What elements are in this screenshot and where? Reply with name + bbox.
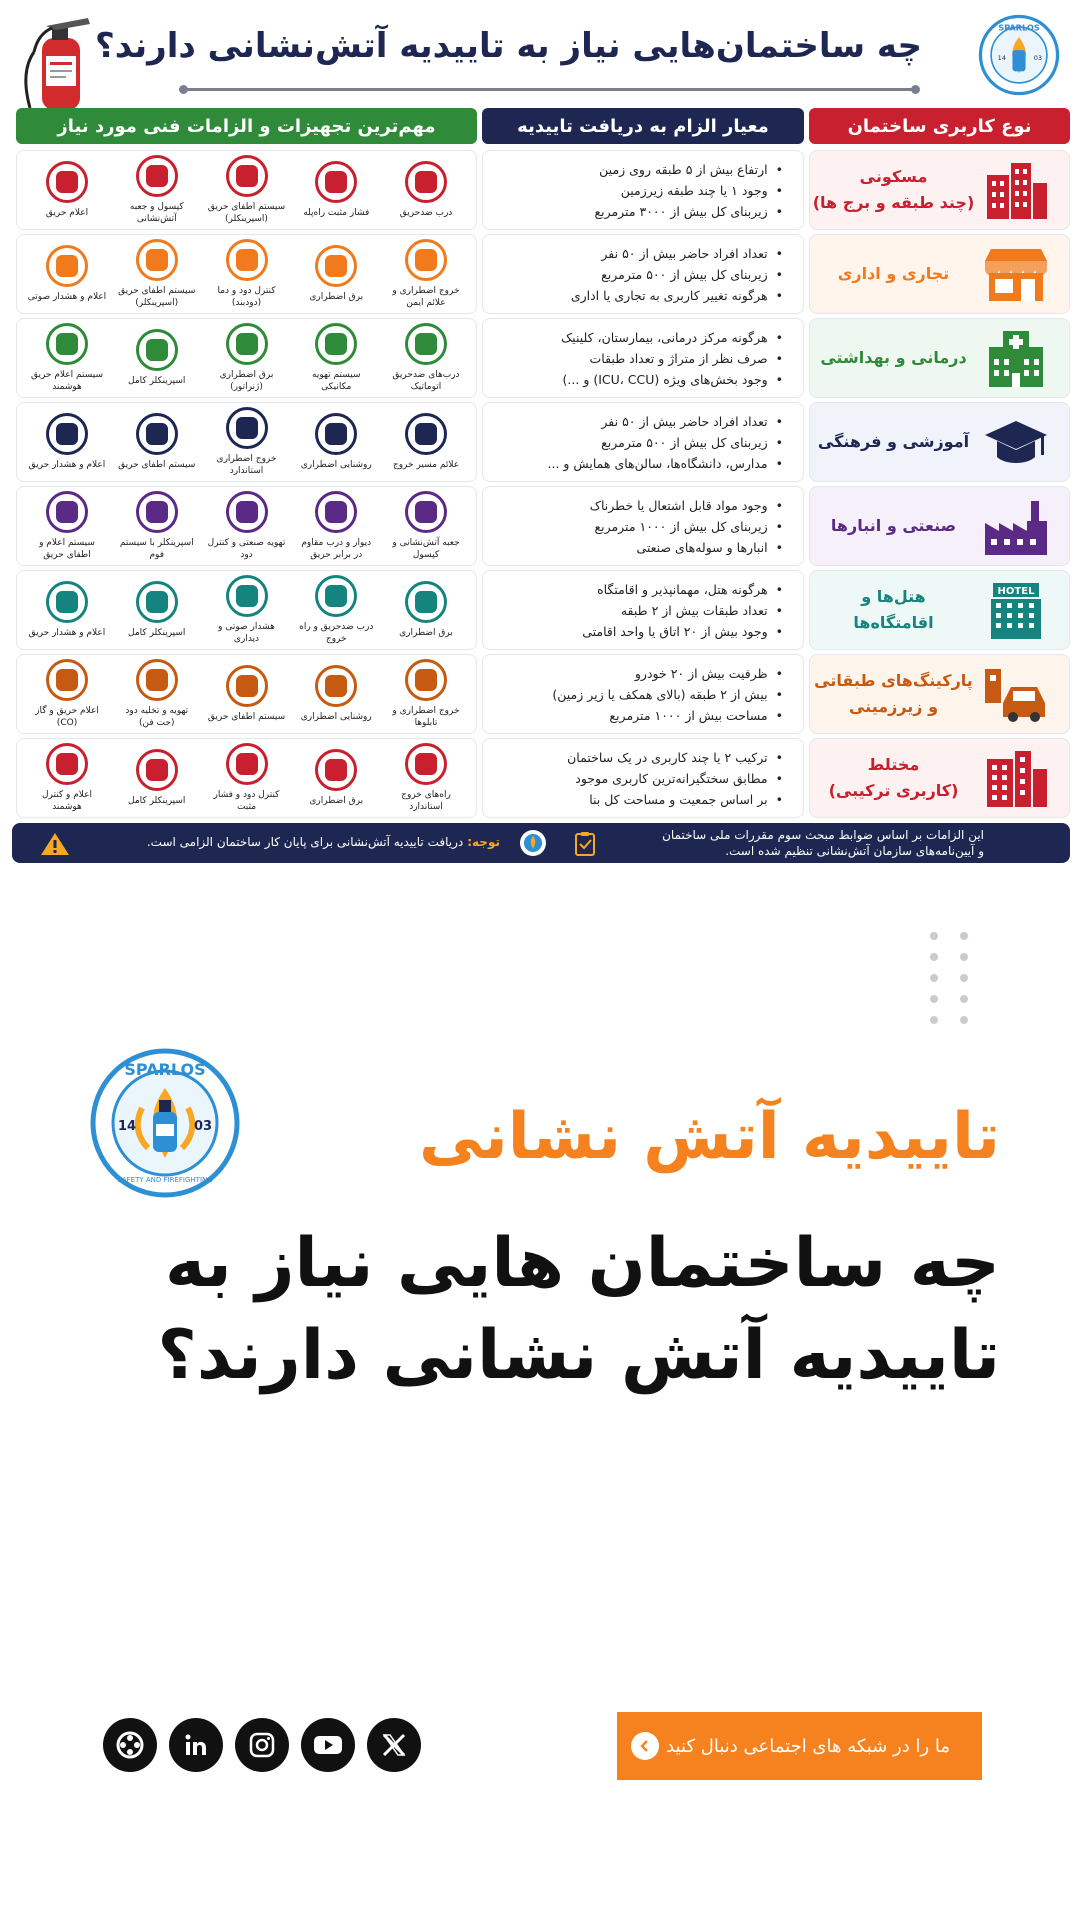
sparlos-logo [978,14,1060,96]
equipment-label: اسپرینکلر با سیستم فوم [119,538,194,560]
footer-law-text [594,827,984,859]
criteria-cell [482,570,804,650]
equipment-icon [226,155,268,197]
equipment-item [117,581,197,639]
criteria-item: • بر اساس جمعیت و مساحت کل بنا [567,789,783,810]
criteria-cell [482,318,804,398]
building-table [12,150,1070,822]
column-header-type: نوع کاربری ساختمان [809,108,1070,144]
equipment-item [27,245,107,303]
fire-extinguisher-icon [16,12,104,112]
building-type-line: پارکینگ‌های طبقاتی [814,671,973,690]
equipment-item [296,749,376,807]
criteria-cell [482,738,804,818]
criteria-cell [482,150,804,230]
criteria-list [582,579,783,642]
equipment-item [27,323,107,393]
equipment-icon [46,491,88,533]
building-type-label [810,513,977,539]
equipment-item [296,575,376,645]
table-row [12,150,1070,230]
table-row [12,570,1070,650]
equipment-icon [315,161,357,203]
building-type-cell [809,654,1070,734]
building-type-cell [809,402,1070,482]
hospital-icon [977,326,1055,390]
equipment-icon [226,743,268,785]
equipment-icon [46,581,88,623]
warning-icon [40,832,70,856]
infographic [12,8,1070,864]
equipment-cell [16,402,477,482]
equipment-icon [46,323,88,365]
logo-year-left: 14 [997,53,1007,62]
equipment-item [296,413,376,471]
criteria-item: • زیربنای کل بیش از ۵۰۰ مترمربع [548,432,783,453]
equipment-label: برق اضطراری [309,796,364,806]
equipment-label: اعلام و هشدار حریق [28,628,106,638]
equipment-item [207,743,287,813]
criteria-item: • تعداد طبقات بیش از ۲ طبقه [582,600,783,621]
equipment-icon [46,743,88,785]
equipment-icon [405,491,447,533]
criteria-item: • صرف نظر از متراژ و تعداد طبقات [561,348,783,369]
criteria-item: • انبارها و سوله‌های صنعتی [590,537,783,558]
equipment-item [207,323,287,393]
equipment-item [386,491,466,561]
criteria-item: • مطابق سختگیرانه‌ترین کاربری موجود [567,768,783,789]
equipment-cell [16,486,477,566]
storefront-icon [977,242,1055,306]
equipment-item [117,329,197,387]
equipment-icon [226,239,268,281]
equipment-icon [226,491,268,533]
equipment-item [386,581,466,639]
equipment-label: سیستم اطفای حریق [118,460,196,470]
equipment-item [27,581,107,639]
criteria-item: • وجود مواد قابل اشتعال یا خطرناک [590,495,783,516]
equipment-label: جعبه آتش‌نشانی و کپسول [392,538,460,560]
equipment-item [117,659,197,729]
equipment-label: روشنایی اضطراری [300,712,372,722]
equipment-icon [405,323,447,365]
equipment-icon [315,323,357,365]
hero-kicker: تاییدیه آتش نشانی [419,1100,1000,1174]
equipment-icon [136,749,178,791]
youtube-icon[interactable] [301,1718,355,1772]
criteria-list [561,327,783,390]
equipment-label: تهویه و تخلیه دود (جت فن) [125,706,189,728]
criteria-item: • هرگونه هتل، مهمانپذیر و اقامتگاه [582,579,783,600]
equipment-item [296,491,376,561]
column-header-criteria: معیار الزام به دریافت تاییدیه [482,108,804,144]
criteria-list [590,495,783,558]
building-type-cell [809,738,1070,818]
equipment-icon [46,413,88,455]
equipment-item [386,659,466,729]
equipment-label: کنترل دود و دما (دودبند) [217,286,276,308]
chevron-left-icon [631,1732,659,1760]
equipment-label: راه‌های خروج استاندارد [401,790,451,812]
equipment-label: سیستم اعلام و اطفای حریق [39,538,95,560]
building-type-label [810,261,977,287]
equipment-icon [46,659,88,701]
equipment-icon [405,413,447,455]
sparlos-logo-large [90,1048,240,1198]
equipment-item [207,407,287,477]
equipment-item [386,161,466,219]
equipment-item [27,491,107,561]
equipment-label: سیستم اعلام حریق هوشمند [30,370,104,392]
table-row [12,738,1070,818]
equipment-icon [136,239,178,281]
equipment-label: برق اضطراری [309,292,364,302]
equipment-item [386,239,466,309]
equipment-label: روشنایی اضطراری [300,460,372,470]
logo-ring-text: SPARLOS [998,22,1040,33]
criteria-item: • وجود بخش‌های ویژه (ICU، CCU) و ...) [561,369,783,390]
criteria-item: • هرگونه تغییر کاربری به تجاری یا اداری [571,285,783,306]
equipment-item [386,323,466,393]
equipment-icon [315,575,357,617]
factory-icon [977,494,1055,558]
equipment-label: اعلام و هشدار صوتی [27,292,107,302]
building-type-label [810,584,977,636]
building-type-line: اقامتگاه‌ها [853,613,934,632]
equipment-label: کپسول و جعبه آتش‌نشانی [129,202,184,224]
criteria-item: • بیش از ۲ طبقه (بالای همکف یا زیر زمین) [552,684,783,705]
table-row [12,486,1070,566]
building-type-label [810,345,977,371]
equipment-icon [226,575,268,617]
hotel-icon [977,578,1055,642]
aparat-icon[interactable] [103,1718,157,1772]
building-type-label [810,752,977,804]
building-type-line: و زیرزمینی [848,697,939,716]
equipment-icon [136,491,178,533]
logo-large-year-left: 14 [118,1119,137,1134]
logo-year-right: 03 [1033,53,1043,62]
building-type-line: هتل‌ها و [861,587,926,606]
building-type-label [810,668,977,720]
equipment-label: کنترل دود و فشار مثبت [213,790,280,812]
equipment-item [27,659,107,729]
equipment-cell [16,654,477,734]
criteria-item: • زیربنای کل بیش از ۵۰۰ مترمربع [571,264,783,285]
equipment-icon [405,659,447,701]
equipment-label: خروج اضطراری و علائم ایمن [392,286,460,308]
social-links [103,1718,423,1774]
equipment-cell [16,738,477,818]
equipment-label: سیستم اطفای حریق (اسپرینکلر) [118,286,196,308]
sparlos-seal-icon [519,829,547,857]
criteria-item: • مساحت بیش از ۱۰۰۰ مترمربع [552,705,783,726]
equipment-icon [136,581,178,623]
criteria-list [567,747,783,810]
equipment-label: تهویه صنعتی و کنترل دود [207,538,286,560]
equipment-label: سیستم اطفای حریق (اسپرینکلر) [207,202,286,224]
instagram-icon[interactable] [235,1718,289,1772]
criteria-cell [482,234,804,314]
equipment-label: اعلام حریق [45,208,89,218]
table-row [12,234,1070,314]
clipboard-icon [572,830,598,856]
follow-social-label: ما را در شبکه های اجتماعی دنبال کنید [666,1735,950,1757]
equipment-icon [46,161,88,203]
equipment-cell [16,318,477,398]
equipment-label: اسپرینکلر کامل [128,628,186,638]
criteria-item: • تعداد افراد حاضر بیش از ۵۰ نفر [571,243,783,264]
equipment-label: دیوار و درب مقاوم در برابر حریق [301,538,372,560]
equipment-item [296,323,376,393]
equipment-icon [315,491,357,533]
equipment-item [27,743,107,813]
criteria-list [548,411,783,474]
equipment-item [117,155,197,225]
equipment-label: خروج اضطراری و تابلوها [392,706,460,728]
equipment-item [296,665,376,723]
equipment-icon [136,413,178,455]
equipment-icon [315,665,357,707]
hero-headline: چه ساختمان هایی نیاز به تاییدیه آتش نشانی دارند؟ [157,1224,1000,1395]
criteria-list [594,159,783,222]
building-type-label [810,429,977,455]
criteria-item: • زیربنای کل بیش از ۳۰۰۰ مترمربع [594,201,783,222]
logo-large-tagline: SAFETY AND FIREFIGHTING [117,1176,213,1184]
apartment-icon [977,158,1055,222]
equipment-item [386,743,466,813]
graduation-cap-icon [977,410,1055,474]
decorative-dots [926,928,986,1028]
equipment-icon [136,659,178,701]
title-underline [182,88,917,91]
equipment-icon [226,407,268,449]
criteria-item: • ارتفاع بیش از ۵ طبقه روی زمین [594,159,783,180]
criteria-list [571,243,783,306]
infographic-title: چه ساختمان‌هایی نیاز به تاییدیه آتش‌نشانی دارند؟ [95,26,922,66]
equipment-item [207,239,287,309]
equipment-label: خروج اضطراری استاندارد [216,454,277,476]
equipment-cell [16,150,477,230]
equipment-label: برق اضطراری [399,628,453,638]
logo-large-year-right: 03 [194,1119,213,1134]
criteria-item: • تعداد افراد حاضر بیش از ۵۰ نفر [548,411,783,432]
logo-large-ring-text: SPARLOS [124,1060,206,1079]
equipment-cell [16,570,477,650]
equipment-label: اسپرینکلر کامل [128,796,186,806]
building-type-line: تجاری و اداری [837,264,950,283]
equipment-label: هشدار صوتی و دیداری [218,622,275,644]
criteria-cell [482,486,804,566]
equipment-icon [315,245,357,287]
building-type-cell [809,234,1070,314]
equipment-icon [136,329,178,371]
equipment-label: درب‌های ضدحریق اتوماتیک [392,370,460,392]
svg-text:HOTEL: HOTEL [997,586,1035,597]
equipment-item [207,665,287,723]
equipment-icon [315,749,357,791]
equipment-item [27,413,107,471]
footer-law-line-2: و آیین‌نامه‌های سازمان آتش‌نشانی تنظیم شده است. [725,844,984,858]
criteria-item: • مدارس، دانشگاه‌ها، سالن‌های همایش و ... [548,453,783,474]
footer-note [147,835,500,849]
building-type-label [810,164,977,216]
equipment-item [207,155,287,225]
equipment-item [207,575,287,645]
equipment-label: اسپرینکلر کامل [128,376,186,386]
equipment-label: درب ضدحریق [399,208,453,218]
column-header-equipment: مهم‌ترین تجهیزات و الزامات فنی مورد نیاز [16,108,477,144]
footer-law-line-1: این الزامات بر اساس ضوابط مبحث سوم مقررات ملی ساختمان [662,828,984,842]
building-type-line: (چند طبقه و برج ها) [812,193,975,212]
x-icon[interactable] [367,1718,421,1772]
criteria-item: • وجود بیش از ۲۰ اتاق یا واحد اقامتی [582,621,783,642]
equipment-label: درب ضدحریق و راه خروج [299,622,374,644]
equipment-item [117,491,197,561]
equipment-item [386,413,466,471]
linkedin-icon[interactable] [169,1718,223,1772]
equipment-item [117,413,197,471]
building-type-cell [809,150,1070,230]
building-type-line: صنعتی و انبارها [830,516,957,535]
equipment-icon [136,155,178,197]
footer-note-text: دریافت تاییدیه آتش‌نشانی برای پایان کار ساختمان الزامی است. [146,835,464,849]
criteria-item: • هرگونه مرکز درمانی، بیمارستان، کلینیک [561,327,783,348]
equipment-label: فشار مثبت راه‌پله [303,208,370,218]
criteria-cell [482,654,804,734]
criteria-item: • زیربنای کل بیش از ۱۰۰۰ مترمربع [590,516,783,537]
equipment-item [27,161,107,219]
equipment-label: اعلام و کنترل هوشمند [41,790,93,812]
criteria-item: • ترکیب ۲ یا چند کاربری در یک ساختمان [567,747,783,768]
equipment-item [117,749,197,807]
equipment-label: اعلام حریق و گاز (CO) [35,706,99,728]
equipment-label: برق اضطراری (ژنراتور) [219,370,274,392]
equipment-icon [405,743,447,785]
criteria-cell [482,402,804,482]
footer-note-key: توجه: [467,835,500,849]
building-type-cell [809,570,1070,650]
equipment-label: علائم مسیر خروج [392,460,460,470]
equipment-icon [226,323,268,365]
building-type-line: مختلط [867,755,920,774]
equipment-icon [405,161,447,203]
equipment-label: سیستم اطفای حریق [207,712,286,722]
building-type-line: (کاربری ترکیبی) [828,781,959,800]
follow-social-button[interactable] [617,1712,982,1780]
table-row [12,318,1070,398]
equipment-icon [405,239,447,281]
equipment-icon [226,665,268,707]
building-type-line: درمانی و بهداشتی [820,348,967,367]
equipment-cell [16,234,477,314]
equipment-label: اعلام و هشدار حریق [28,460,106,470]
equipment-label: سیستم تهویه مکانیکی [312,370,361,392]
building-type-line: آموزشی و فرهنگی [817,432,970,451]
mixed-building-icon [977,746,1055,810]
equipment-item [296,245,376,303]
building-type-line: مسکونی [859,167,928,186]
table-row [12,402,1070,482]
equipment-item [296,161,376,219]
building-type-cell [809,486,1070,566]
equipment-icon [405,581,447,623]
equipment-icon [46,245,88,287]
criteria-item: • ظرفیت بیش از ۲۰ خودرو [552,663,783,684]
footer-bar [12,823,1070,863]
criteria-item: • وجود ۱ یا چند طبقه زیرزمین [594,180,783,201]
table-row [12,654,1070,734]
criteria-list [552,663,783,726]
building-type-cell [809,318,1070,398]
parking-car-icon [977,662,1055,726]
equipment-icon [315,413,357,455]
equipment-item [207,491,287,561]
equipment-item [117,239,197,309]
